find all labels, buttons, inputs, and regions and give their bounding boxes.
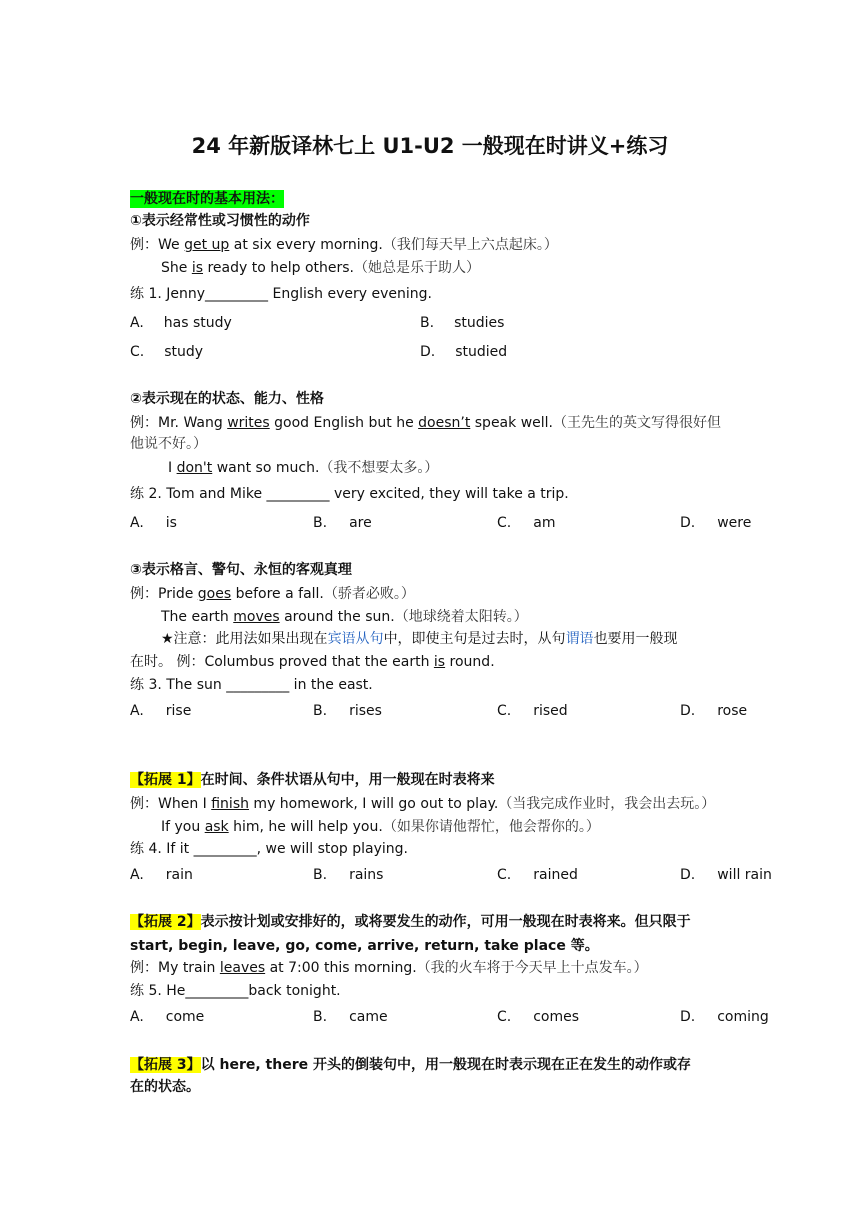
option: C. study (130, 344, 204, 360)
ext3-heading-cont: 在的状态。 (130, 1079, 200, 1095)
ext1-example-1: 例：When I finish my homework, I will go out to play.（当我完成作业时，我会出去玩。） (130, 796, 716, 812)
question-1: 练 1. Jenny_________ English every evening. (130, 286, 432, 302)
option: A. rain (130, 867, 193, 883)
option: B. came (313, 1009, 388, 1025)
ext3-heading: 【拓展 3】以 here, there 开头的倒装句中，用一般现在时表示现在正在发生的动作或存 (130, 1057, 691, 1073)
s1-example-2: She is ready to help others.（她总是乐于助人） (161, 260, 480, 276)
s3-heading: ③表示格言、警句、永恒的客观真理 (130, 562, 352, 578)
option: B. are (313, 515, 372, 531)
question-4: 练 4. If it _________, we will stop playing. (130, 841, 409, 857)
option: C. rained (497, 867, 578, 883)
s2-example-1: 例：Mr. Wang writes good English but he doesn’t speak well.（王先生的英文写得很好但 (130, 415, 721, 431)
option: D. rose (680, 703, 748, 719)
s2-example-2: I don't want so much.（我不想要太多。） (168, 460, 439, 476)
question-3: 练 3. The sun _________ in the east. (130, 677, 373, 693)
option: A. rise (130, 703, 192, 719)
option: A. has study (130, 315, 232, 331)
s1-heading: ①表示经常性或习惯性的动作 (130, 213, 310, 229)
option: C. comes (497, 1009, 580, 1025)
ext1-heading: 【拓展 1】在时间、条件状语从句中，用一般现在时表将来 (130, 772, 495, 788)
s2-heading: ②表示现在的状态、能力、性格 (130, 391, 324, 407)
s1-example-1: 例：We get up at six every morning.（我们每天早上六点起床。） (130, 237, 558, 253)
question-2: 练 2. Tom and Mike _________ very excited, they will take a trip. (130, 486, 569, 502)
option: C. am (497, 515, 556, 531)
option: C. rised (497, 703, 568, 719)
option: D. will rain (680, 867, 772, 883)
option: A. come (130, 1009, 205, 1025)
s2-example-1-cont: 他说不好。） (130, 436, 207, 452)
page-title: 24 年新版译林七上 U1-U2 一般现在时讲义+练习 (191, 134, 669, 158)
s3-example-2: The earth moves around the sun.（地球绕着太阳转。） (161, 609, 528, 625)
option: A. is (130, 515, 177, 531)
option: D. coming (680, 1009, 769, 1025)
s3-example-1: 例：Pride goes before a fall.（骄者必败。） (130, 586, 415, 602)
ext2-heading: 【拓展 2】表示按计划或安排好的，或将要发生的动作，可用一般现在时表将来。但只限于 (130, 914, 691, 930)
option: B. rains (313, 867, 384, 883)
option: B. rises (313, 703, 382, 719)
option: D. were (680, 515, 752, 531)
section-heading: 一般现在时的基本用法： (130, 191, 284, 207)
s3-note: ★注意：此用法如果出现在宾语从句中，即使主句是过去时，从句谓语也要用一般现 (161, 631, 678, 647)
question-5: 练 5. He_________back tonight. (130, 983, 341, 999)
s3-note-cont: 在时。 例：Columbus proved that the earth is round. (130, 654, 495, 670)
option: B. studies (420, 315, 505, 331)
ext2-example-1: 例：My train leaves at 7:00 this morning.（我的火车将于今天早上十点发车。） (130, 960, 648, 976)
ext2-verbs: start, begin, leave, go, come, arrive, return, take place 等。 (130, 938, 599, 954)
option: D. studied (420, 344, 508, 360)
ext1-example-2: If you ask him, he will help you.（如果你请他帮忙，他会帮你的。） (161, 819, 600, 835)
